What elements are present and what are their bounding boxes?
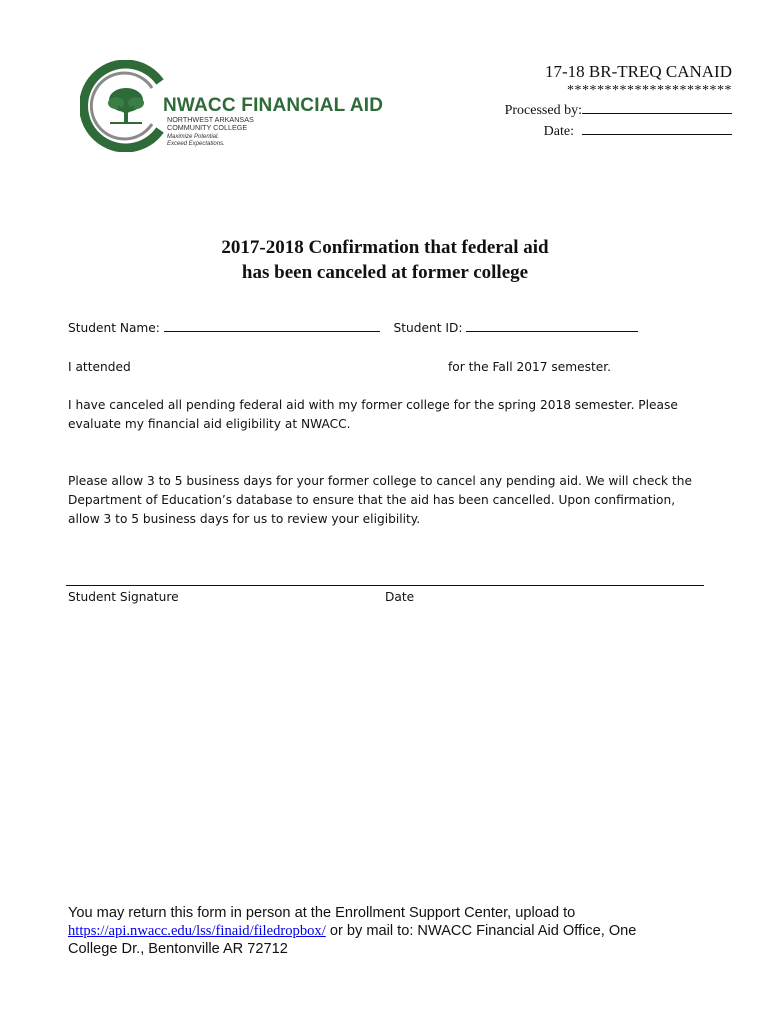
para2-line1: Please allow 3 to 5 business days for your former college to cancel any pending aid. We will check the <box>68 474 692 488</box>
logo-college-name <box>167 116 254 132</box>
title-line2: has been canceled at former college <box>241 262 529 283</box>
student-id-field[interactable] <box>466 319 638 332</box>
para1-line2: evaluate my financial aid eligibility at NWACC. <box>68 417 351 431</box>
logo-title-rest: FINANCIAL AID <box>235 95 384 116</box>
signature-line[interactable] <box>66 585 704 586</box>
student-name-label: Student Name: <box>68 321 160 335</box>
para2-line3: allow 3 to 5 business days for us to review your eligibility. <box>68 512 421 526</box>
student-info-row <box>68 319 638 338</box>
footer-line3: College Dr., Bentonville AR 72712 <box>68 941 288 957</box>
logo-college-line2: COMMUNITY COLLEGE <box>167 123 248 132</box>
student-id-label: Student ID: <box>393 321 463 335</box>
office-use-block <box>505 62 732 142</box>
paragraph-cancel-statement <box>68 396 678 434</box>
office-date-row <box>505 121 732 142</box>
office-date-label: Date: <box>543 124 574 139</box>
title-line1: 2017-2018 Confirmation that federal aid <box>221 237 549 258</box>
processed-by-label: Processed by: <box>504 103 582 118</box>
para1-line1: I have canceled all pending federal aid with my former college for the spring 2018 semester. Please <box>68 398 678 412</box>
para2-line2: Department of Education’s database to ensure that the aid has been cancelled. Upon confirmation, <box>68 493 676 507</box>
attended-label: I attended <box>68 360 131 374</box>
nwacc-logo <box>80 60 384 152</box>
footer-line2 <box>68 922 636 940</box>
logo-tagline <box>167 134 225 147</box>
processed-by-row <box>505 100 732 121</box>
logo-title <box>163 95 383 117</box>
logo-tagline1: Maximize Potential. <box>167 134 220 140</box>
form-code: 17-18 BR-TREQ CANAID <box>545 62 732 81</box>
logo-tagline2: Exceed Expectations. <box>167 140 225 147</box>
file-dropbox-link[interactable]: https://api.nwacc.edu/lss/finaid/filedropbox/ <box>68 923 326 939</box>
stars-divider: ********************** <box>567 83 732 98</box>
tree-ring-emblem-icon <box>80 60 172 152</box>
signature-date-label: Date <box>385 590 415 604</box>
logo-college-line1: NORTHWEST ARKANSAS <box>167 115 254 124</box>
footer-line1: You may return this form in person at the Enrollment Support Center, upload to <box>68 905 576 921</box>
signature-label: Student Signature <box>68 590 179 604</box>
processed-by-field[interactable] <box>582 100 732 114</box>
document-title <box>0 235 770 285</box>
student-name-field[interactable] <box>164 319 380 332</box>
footer-line2-rest: or by mail to: NWACC Financial Aid Office, One <box>325 923 637 939</box>
semester-text: for the Fall 2017 semester. <box>448 360 612 374</box>
return-instructions <box>68 904 636 958</box>
paragraph-processing-info <box>68 472 692 529</box>
logo-brand: NWACC <box>163 95 236 116</box>
office-date-field[interactable] <box>582 121 732 135</box>
